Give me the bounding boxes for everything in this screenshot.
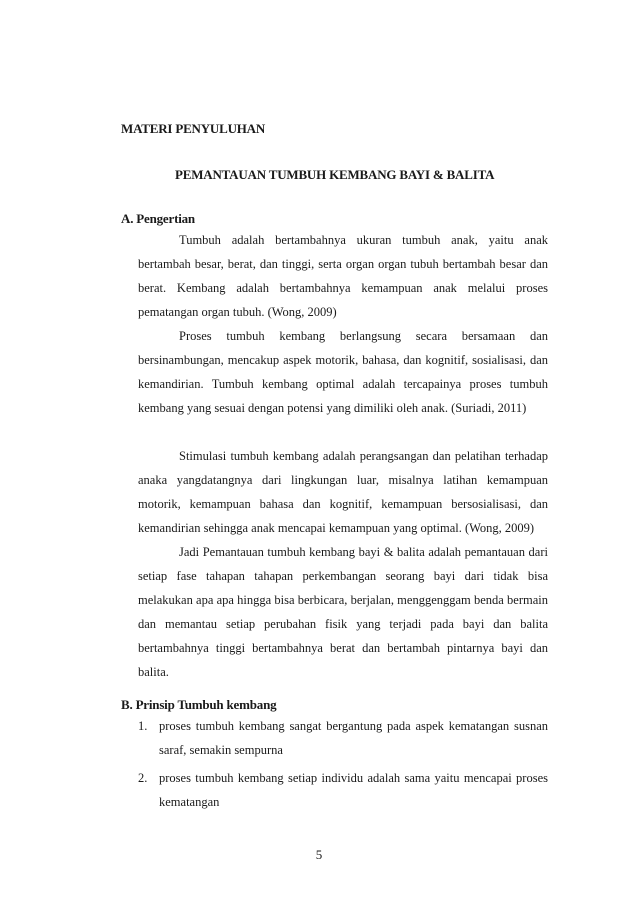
section-a-heading: A. Pengertian xyxy=(121,211,195,226)
page-number: 5 xyxy=(315,847,323,862)
list-item xyxy=(138,766,548,814)
list-item xyxy=(138,714,548,762)
paragraph-stimulation: Stimulasi tumbuh kembang adalah perangsangan dan pelatihan terhadap anaka yangdatangnya dari lingkungan luar, misalnya latihan kemampuan motorik, kemampuan bahasa dan kognitif, kemampuan bersosialisasi, dan kemandirian sehingga anak mencapai kemampuan yang optimal. (Wong, 2009) xyxy=(138,449,548,535)
paragraph-definition-growth: Tumbuh adalah bertambahnya ukuran tumbuh anak, yaitu anak bertambah besar, berat, dan tinggi, serta organ organ tubuh bertambah besar dan berat. Kembang adalah bertambahnya kemampuan anak melalui proses pematangan organ tubuh. (Wong, 2009) xyxy=(138,233,548,319)
principles-list xyxy=(138,714,548,818)
section-b-heading: B. Prinsip Tumbuh kembang xyxy=(121,697,277,712)
list-item-text: proses tumbuh kembang setiap individu adalah sama yaitu mencapai proses kematangan xyxy=(159,771,548,809)
list-item-number: 1. xyxy=(138,719,148,733)
document-title: MATERI PENYULUHAN xyxy=(121,121,266,136)
document-subtitle: PEMANTAUAN TUMBUH KEMBANG BAYI & BALITA xyxy=(175,167,495,182)
paragraph-monitoring-summary: Jadi Pemantauan tumbuh kembang bayi & balita adalah pemantauan dari setiap fase tahapan tahapan perkembangan seorang bayi dari tidak bisa melakukan apa apa hingga bisa berbicara, berjalan, menggenggam benda bermain dan memantau setiap perubahan fisik yang terjadi pada bayi dan balita bertambahnya tinggi bertambahnya berat dan bertambah pintarnya bayi dan balita. xyxy=(138,545,548,679)
list-item-number: 2. xyxy=(138,771,148,785)
paragraph-growth-process: Proses tumbuh kembang berlangsung secara bersamaan dan bersinambungan, mencakup aspek motorik, bahasa, dan kognitif, sosialisasi, dan kemandirian. Tumbuh kembang optimal adalah tercapainya proses tumbuh kembang yang sesuai dengan potensi yang dimiliki oleh anak. (Suriadi, 2011) xyxy=(138,329,548,415)
list-item-text: proses tumbuh kembang sangat bergantung pada aspek kematangan susnan saraf, semakin sempurna xyxy=(159,719,548,757)
